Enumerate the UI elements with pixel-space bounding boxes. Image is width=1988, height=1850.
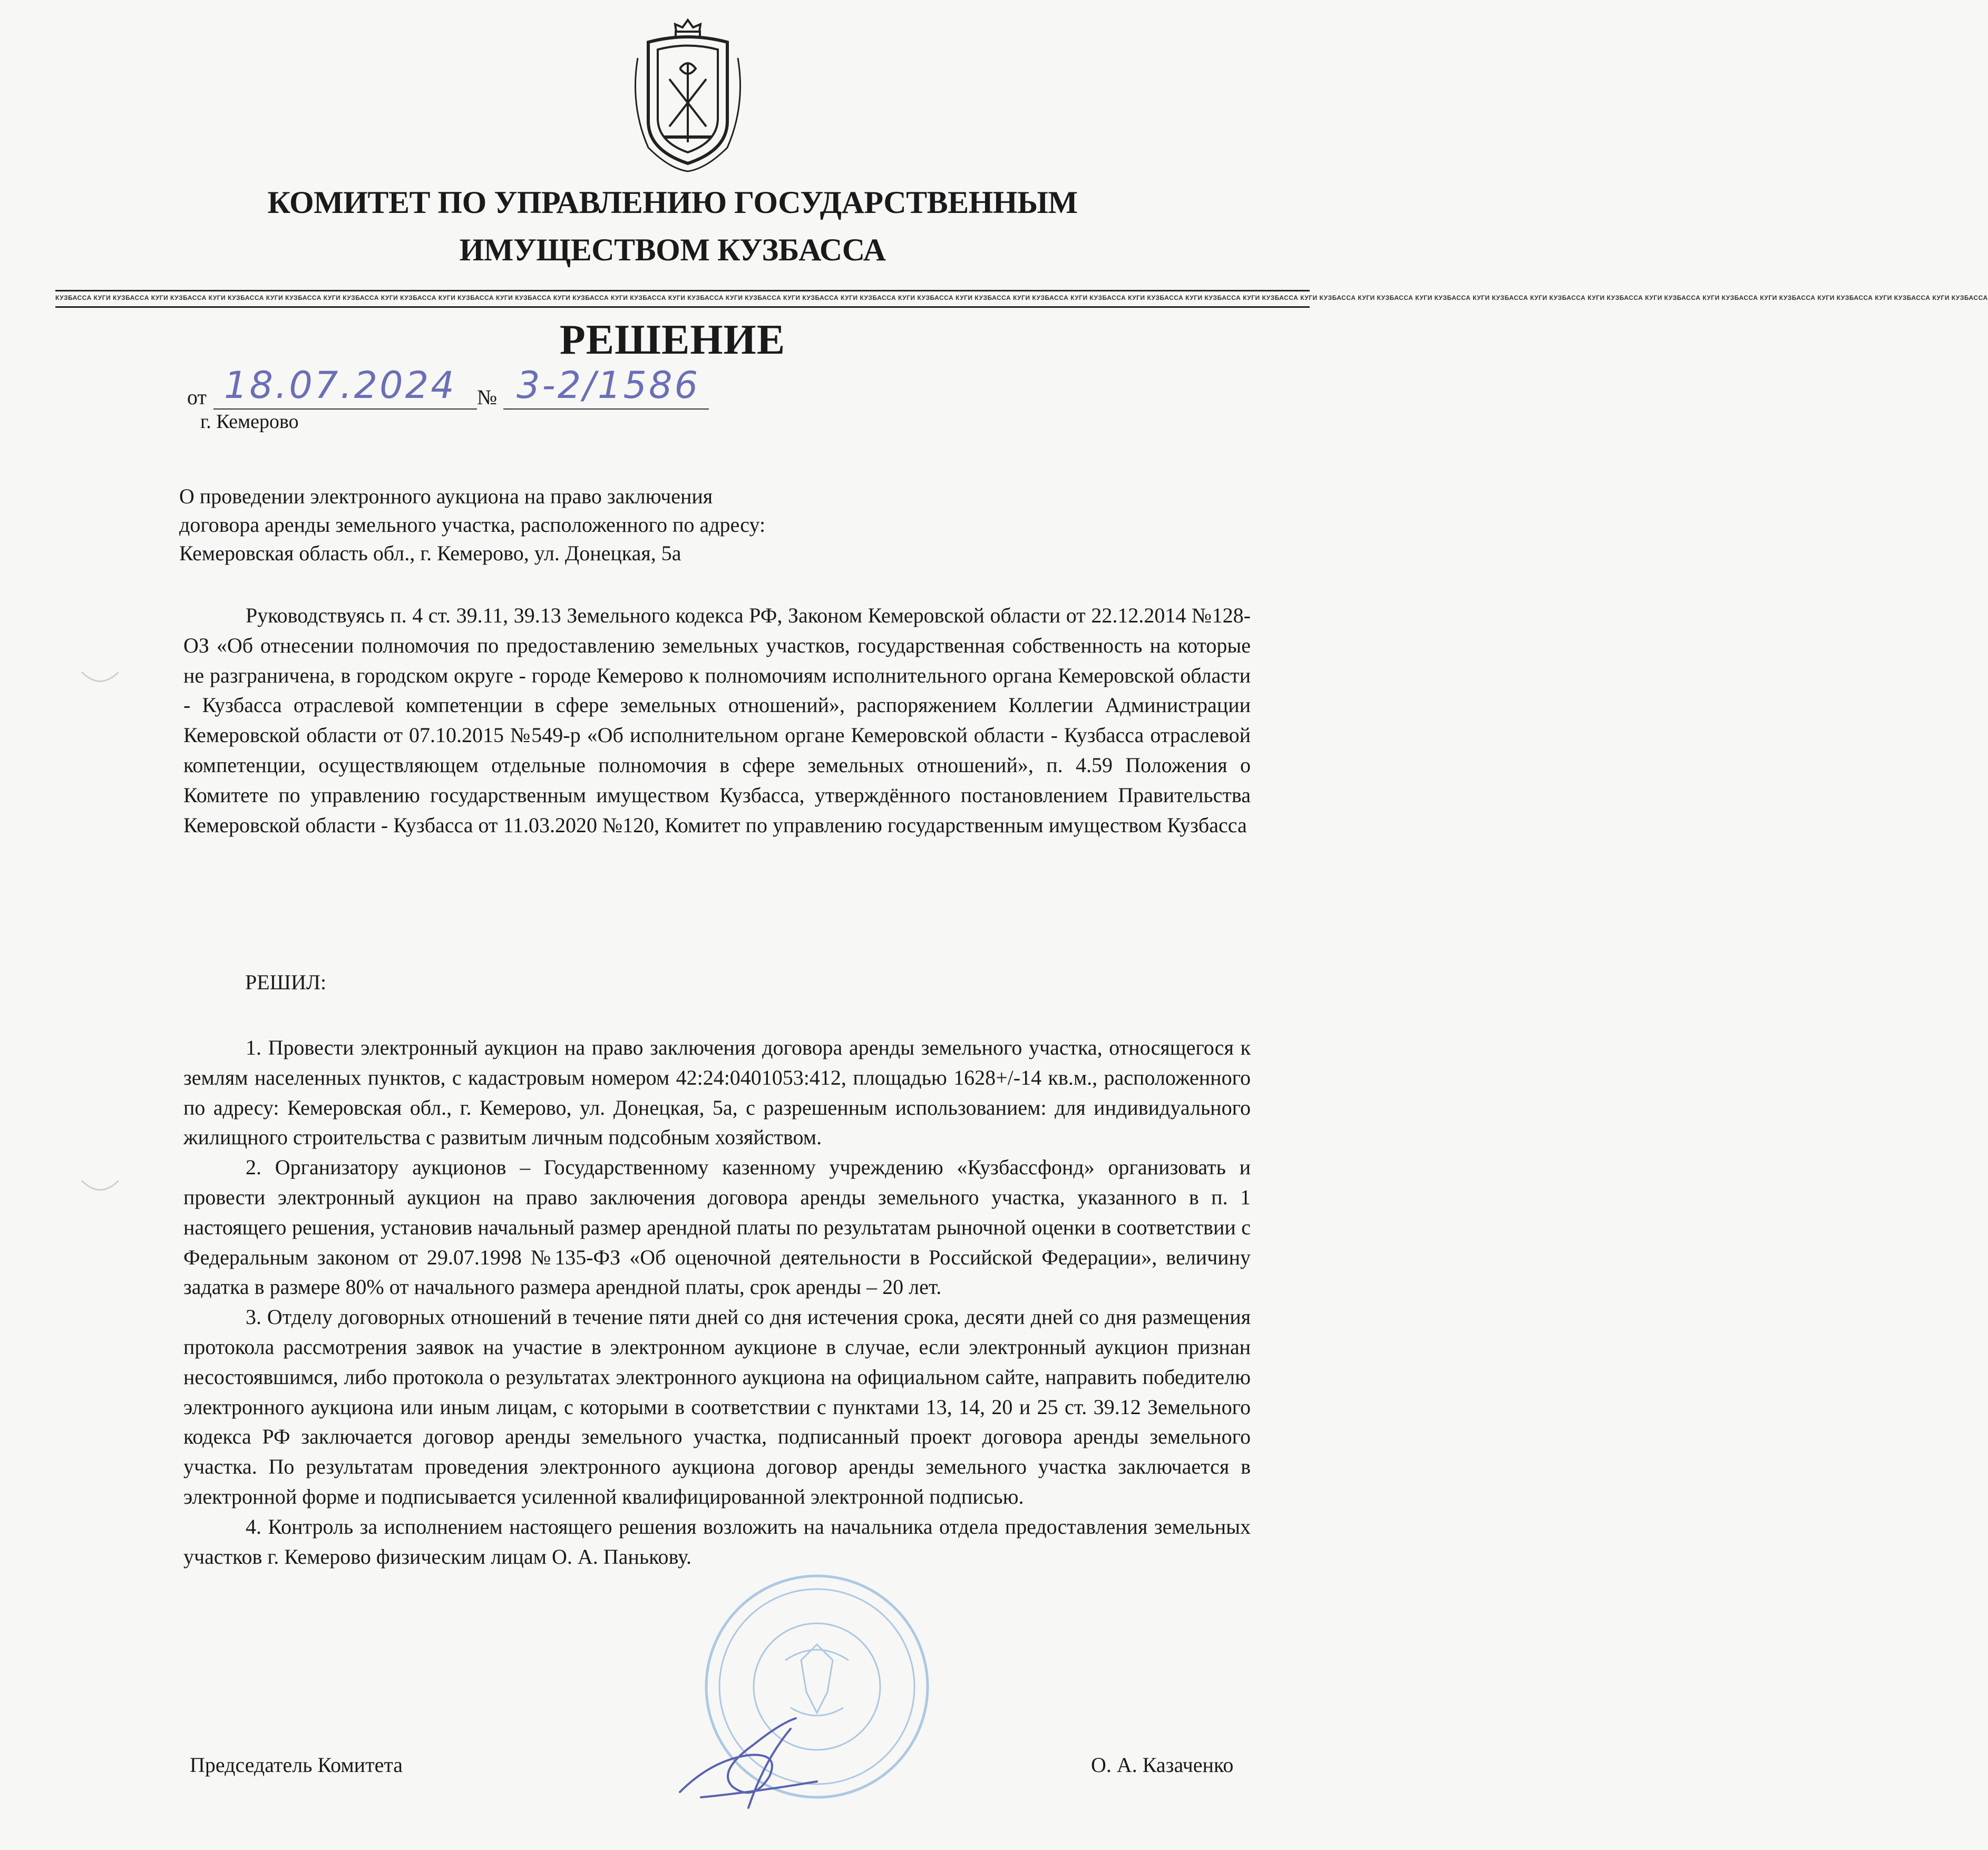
subject-line: О проведении электронного аукциона на право заключения bbox=[179, 484, 713, 508]
decision-item: 4. Контроль за исполнением настоящего решения возложить на начальника отдела предоставления земельных участков г. Кемерово физическим лицам О. А. Панькову. bbox=[183, 1514, 1251, 1569]
coat-of-arms-emblem bbox=[627, 16, 748, 174]
handwritten-signature bbox=[669, 1713, 859, 1818]
handwritten-number: 3-2/1586 bbox=[517, 364, 700, 407]
decision-item: 2. Организатору аукционов – Государственному казенному учреждению «Кузбассфонд» организовать и провести электронный аукцион на право заключения договора аренды земельного участка, указанного в п. 1 настоящего решения, установив начальный размер арендной платы по результатам рыночной оценки в соответствии с Федеральным законом от 29.07.1998 №135-ФЗ «Об оценочной деятельности в Российской Федерации», величину задатка в размере 80% от начального размера арендной платы, срок аренды – 20 лет. bbox=[183, 1155, 1251, 1299]
organization-name-line-2: ИМУЩЕСТВОМ КУЗБАССА bbox=[459, 232, 886, 267]
signer-title: Председатель Комитета bbox=[190, 1753, 403, 1777]
date-underline bbox=[213, 408, 477, 410]
subject-line: договора аренды земельного участка, расположенного по адресу: bbox=[179, 513, 766, 537]
punch-hole-mark bbox=[79, 669, 121, 690]
organization-name-line-1: КОМИТЕТ ПО УПРАВЛЕНИЮ ГОСУДАРСТВЕННЫМ bbox=[267, 185, 1078, 220]
header-band-text: КУЗБАССА КУГИ КУЗБАССА КУГИ КУЗБАССА КУГИ КУЗБАССА КУГИ КУЗБАССА КУГИ КУЗБАССА КУГИ КУЗБАССА КУГИ КУЗБАССА КУГИ КУЗБАССА КУГИ КУЗБАССА КУГИ КУЗБАССА КУГИ КУЗБАССА КУГИ КУЗБАССА КУГИ КУЗБАССА КУГИ КУЗБАССА КУГИ КУЗБАССА КУГИ КУЗБАССА КУГИ КУЗБАССА КУГИ КУЗБАССА КУГИ КУЗБАССА КУГИ КУЗБАССА КУГИ КУЗБАССА КУГИ КУЗБАССА КУГИ КУЗБАССА КУГИ КУЗБАССА КУГИ КУЗБАССА КУГИ КУЗБАССА КУГИ КУЗБАССА КУГИ КУЗБАССА КУГИ КУЗБАССА КУГИ КУЗБАССА КУГИ КУЗБАССА КУГИ КУЗБАССА КУГИ КУЗБАССА bbox=[55, 294, 1988, 301]
number-label: № bbox=[477, 385, 498, 409]
signer-name: О. А. Казаченко bbox=[1091, 1753, 1234, 1777]
resolved-heading: РЕШИЛ: bbox=[245, 970, 327, 994]
document-title: РЕШЕНИЕ bbox=[559, 317, 786, 363]
city-label: г. Кемерово bbox=[200, 411, 299, 433]
decision-item: 1. Провести электронный аукцион на право заключения договора аренды земельного участка, относящегося к землям населенных пунктов, с кадастровым номером 42:24:0401053:412, площадью 1628+/-14 кв.м., расположенного по адресу: Кемеровская обл., г. Кемерово, ул. Донецкая, 5а, с разрешенным использованием: для индивидуального жилищного строительства с развитым личным подсобным хозяйством. bbox=[183, 1036, 1251, 1150]
header-ornament-band bbox=[55, 290, 1988, 308]
decision-items bbox=[183, 1033, 1251, 1572]
punch-hole-mark bbox=[79, 1178, 121, 1199]
date-label: от bbox=[187, 385, 207, 409]
subject-line: Кемеровская область обл., г. Кемерово, ул. Донецкая, 5а bbox=[179, 541, 681, 565]
decision-item: 3. Отделу договорных отношений в течение пяти дней со дня истечения срока, десяти дней со дня размещения протокола рассмотрения заявок на участие в электронном аукционе в случае, если электронный аукцион признан несостоявшимся, либо протокола о результатах электронного аукциона на официальном сайте, направить победителю электронного аукциона или иным лицам, с которыми в соответствии с пунктами 13, 14, 20 и 25 ст. 39.12 Земельного кодекса РФ заключается договор аренды земельного участка, подписанный проект договора аренды земельного участка. По результатам проведения электронного аукциона договор аренды земельного участка заключается в электронной форме и подписывается усиленной квалифицированной электронной подписью. bbox=[183, 1305, 1251, 1508]
handwritten-date: 18.07.2024 bbox=[224, 364, 456, 407]
preamble-paragraph: Руководствуясь п. 4 ст. 39.11, 39.13 Земельного кодекса РФ, Законом Кемеровской области от 22.12.2014 №128-ОЗ «Об отнесении полномочия по предоставлению земельных участков, государственная собственность на которые не разграничена, в городском округе - городе Кемерово к полномочиям исполнительного органа Кемеровской области - Кузбасса отраслевой компетенции в сфере земельных отношений», распоряжением Коллегии Администрации Кемеровской области от 07.10.2015 №549-р «Об исполнительном органе Кемеровской области - Кузбасса отраслевой компетенции, осуществляющем отдельные полномочия в сфере земельных отношений», п. 4.59 Положения о Комитете по управлению государственным имуществом Кузбасса, утверждённого постановлением Правительства Кемеровской области - Кузбасса от 11.03.2020 №120, Комитет по управлению государственным имуществом Кузбасса bbox=[183, 603, 1251, 837]
number-underline bbox=[503, 408, 709, 410]
